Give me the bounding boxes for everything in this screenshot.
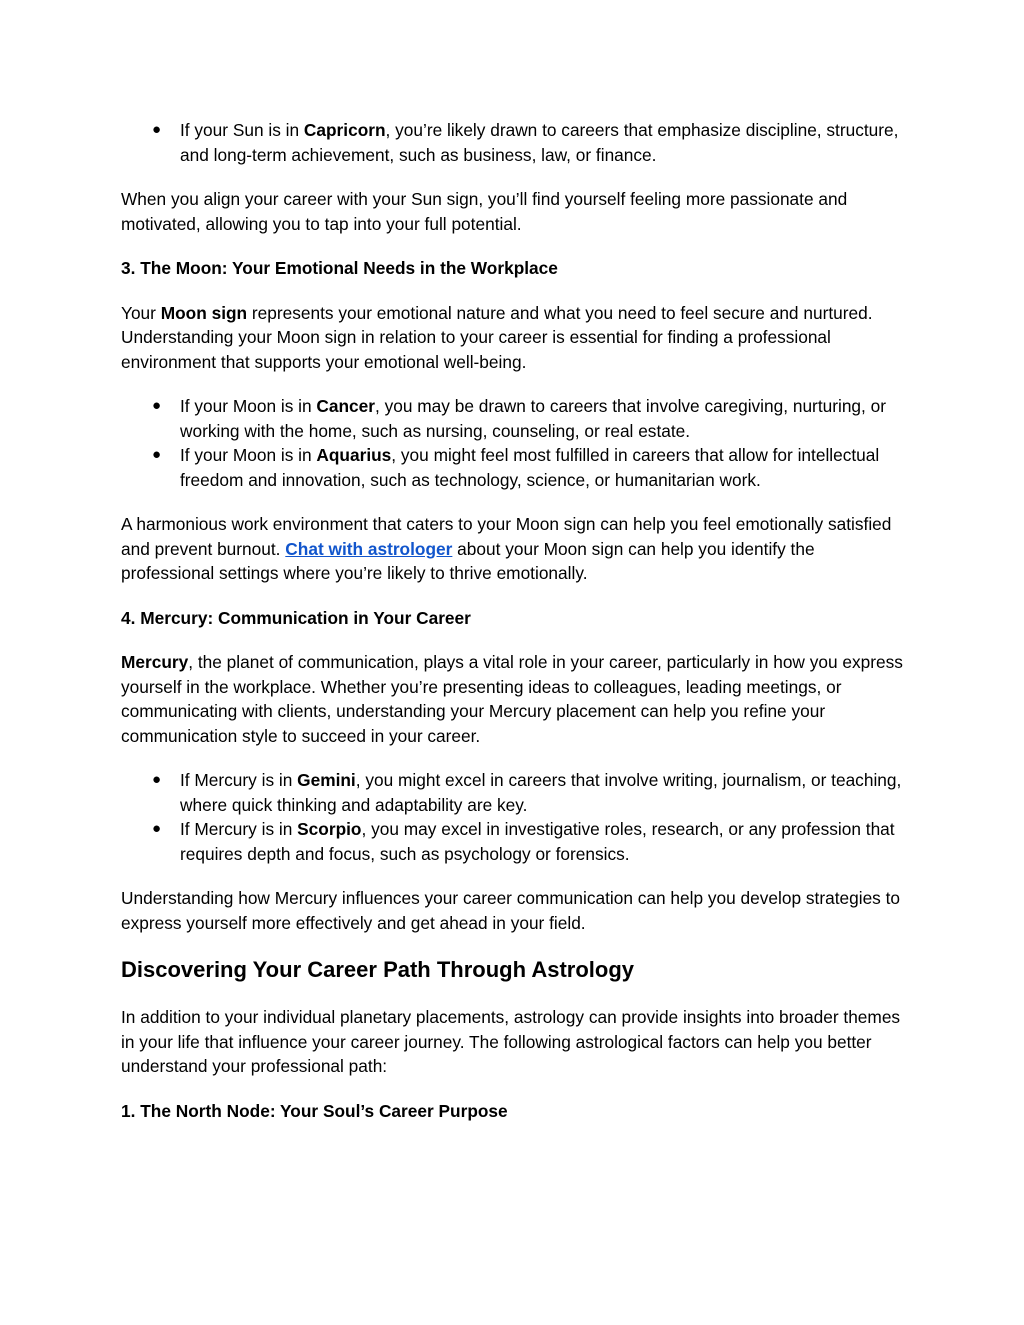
paragraph-text: , the planet of communication, plays a vital role in your career, particularly in how you express yourself in the workplace. Whether you’re presenting ideas to colleagues, leading meetings, or communicating with clients, understanding your Mercury placement can help you refine your communication style to succeed in your career. [121,652,903,746]
moon-sign-term: Moon sign [160,302,248,323]
bullet-icon: ● [152,820,162,837]
mercury-term: Mercury [121,652,189,672]
bullet-icon: ● [152,121,162,138]
north-node-heading: 1. The North Node: Your Soul’s Career Purpose [121,1100,508,1121]
mercury-heading: 4. Mercury: Communication in Your Career [121,607,471,628]
list-item-aquarius [121,443,911,492]
moon-paragraph [121,301,911,375]
sign-name: Cancer [316,396,375,416]
understanding-paragraph: Understanding how Mercury influences your career communication can help you develop strategies to express yourself more effectively and get ahead in your field. [121,888,901,933]
sun-sign-list [121,118,911,167]
harmonious-paragraph [121,512,911,586]
chat-with-astrologer-link[interactable]: Chat with astrologer [285,538,453,559]
item-text: If Mercury is in [180,770,298,790]
item-text: , you may excel in investigative roles, research, or any profession that requires depth and focus, such as psychology or forensics. [180,819,895,864]
sign-name: Aquarius [316,445,392,465]
item-text: , you might excel in careers that involve writing, journalism, or teaching, where quick thinking and adaptability are key. [180,770,902,815]
list-item-gemini [121,768,911,817]
sun-align-paragraph: When you align your career with your Sun sign, you’ll find yourself feeling more passionate and motivated, allowing you to tap into your full potential. [121,189,848,234]
mercury-sign-list [121,768,911,866]
paragraph-text: about your Moon sign can help you identify the professional settings where you’re likely to thrive emotionally. [121,538,815,583]
bullet-icon: ● [152,446,162,463]
list-item-capricorn [121,118,911,167]
list-item-cancer [121,394,911,443]
item-text: , you’re likely drawn to careers that emphasize discipline, structure, and long-term achievement, such as business, law, or finance. [180,120,899,165]
moon-sign-list [121,394,911,492]
bullet-icon: ● [152,397,162,414]
sign-name: Capricorn [303,120,386,140]
mercury-paragraph [121,650,911,748]
item-text: If your Sun is in [180,120,304,140]
paragraph-text: represents your emotional nature and what you need to feel secure and nurtured. Understanding your Moon sign in relation to your career is essential for finding a professional environment that supports your emotional well-being. [121,302,873,372]
sign-name: Scorpio [297,819,362,839]
sign-name: Gemini [297,770,356,790]
item-text: If your Moon is in [180,396,317,416]
paragraph-text: A harmonious work environment that caters to your Moon sign can help you feel emotionally satisfied and prevent burnout. [121,514,892,559]
item-text: If Mercury is in [180,819,298,839]
list-item-scorpio [121,817,911,866]
moon-heading: 3. The Moon: Your Emotional Needs in the Workplace [121,258,558,278]
paragraph-text: Your [121,302,161,323]
bullet-icon: ● [152,771,162,788]
item-text: , you may be drawn to careers that involve caregiving, nurturing, or working with the home, such as nursing, counseling, or real estate. [180,396,887,441]
item-text: If your Moon is in [180,445,317,465]
section-heading-discovering: Discovering Your Career Path Through Astrology [121,957,635,982]
item-text: , you might feel most fulfilled in careers that allow for intellectual freedom and innovation, such as technology, science, or humanitarian work. [180,445,880,490]
document-page [121,118,911,1143]
addition-paragraph: In addition to your individual planetary placements, astrology can provide insights into broader themes in your life that influence your career journey. The following astrological factors can help you better understand your professional path: [121,1007,901,1076]
